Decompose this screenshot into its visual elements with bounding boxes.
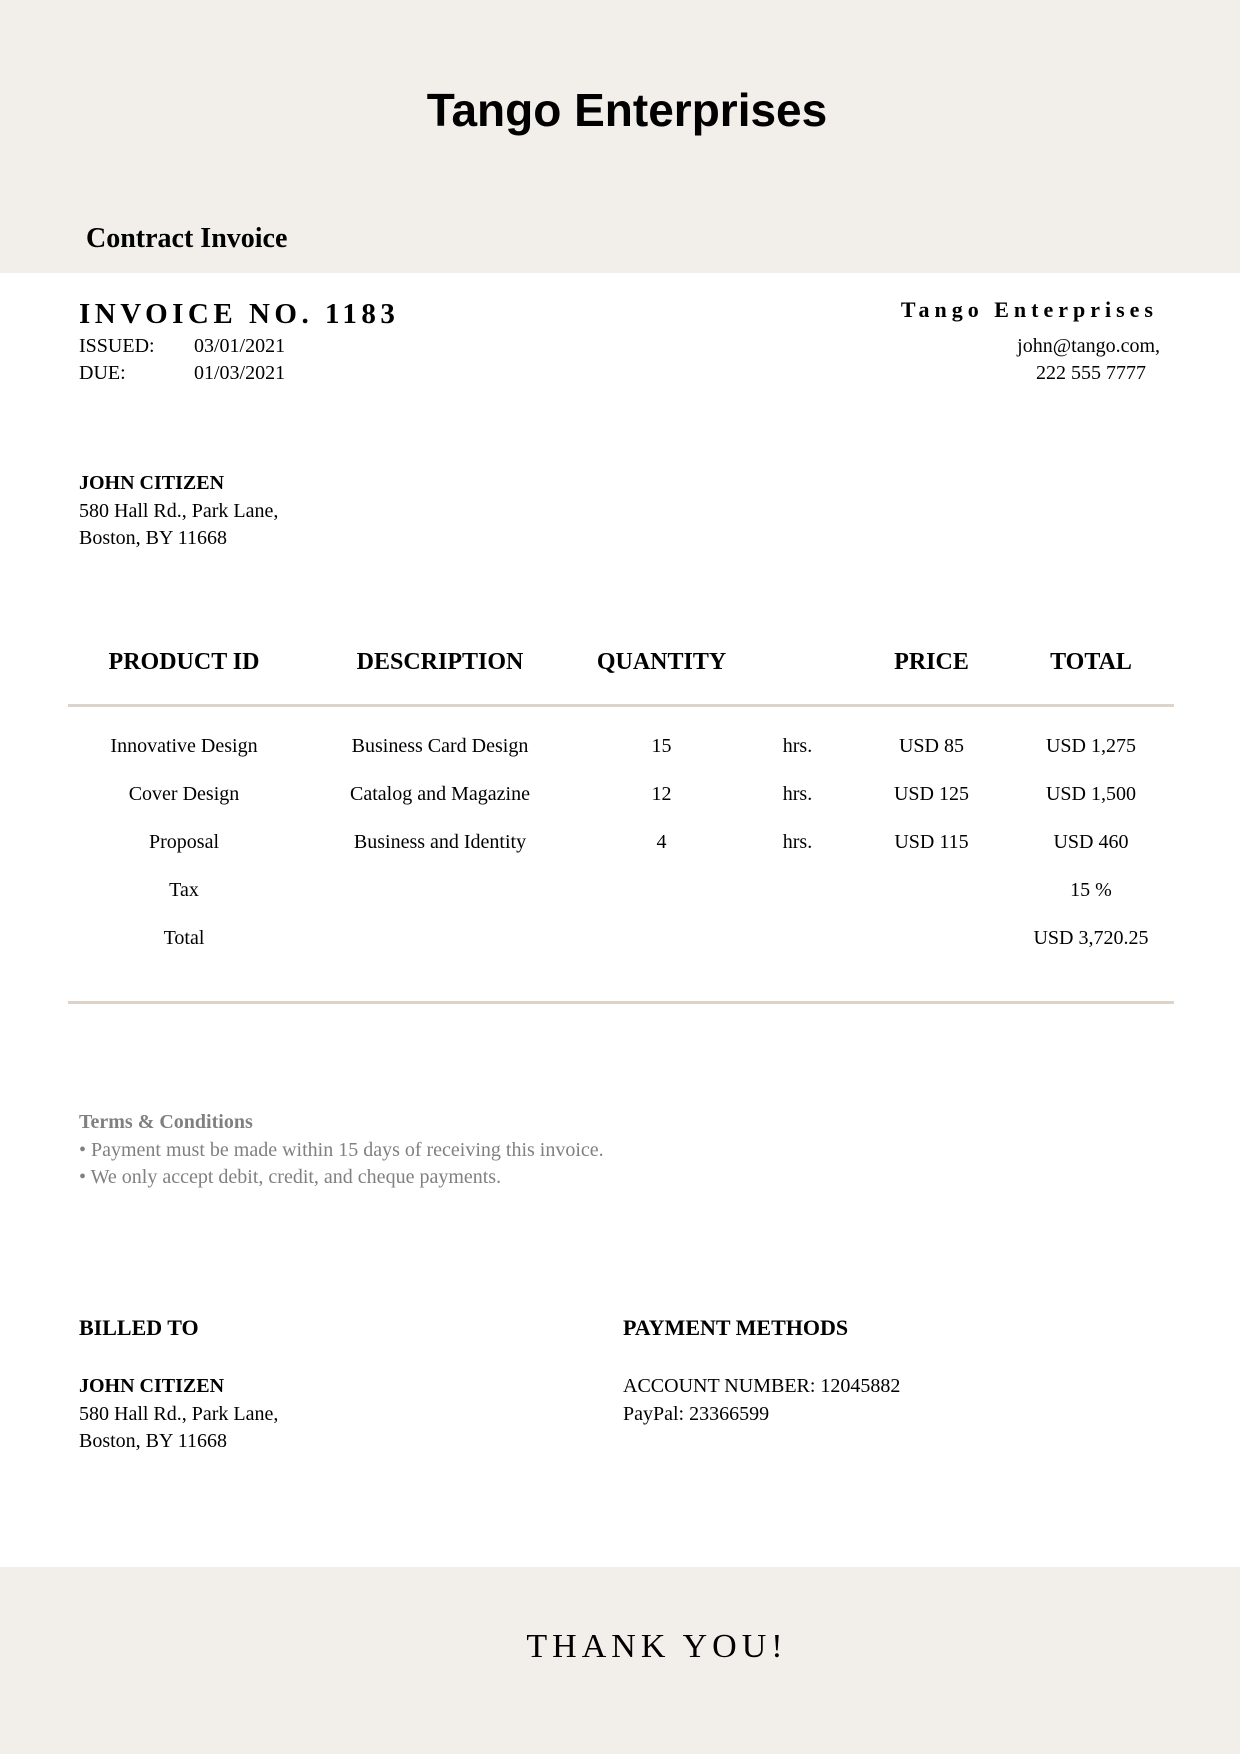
cell-price: USD 125 xyxy=(893,783,969,805)
cell-quantity: 15 xyxy=(651,735,672,757)
cell-unit: hrs. xyxy=(782,735,813,757)
terms-and-conditions xyxy=(79,1109,604,1192)
cell-product-id: Cover Design xyxy=(128,783,240,805)
terms-line: • We only accept debit, credit, and cheque payments. xyxy=(79,1166,502,1188)
document-subtitle: Contract Invoice xyxy=(86,223,288,254)
terms-title: Terms & Conditions xyxy=(79,1111,253,1133)
cell-total: USD 460 xyxy=(1053,831,1129,853)
cell-quantity: 4 xyxy=(656,831,667,853)
invoice-number: INVOICE NO. 1183 xyxy=(79,298,400,330)
cell-description: Catalog and Magazine xyxy=(350,783,530,805)
customer-address-block xyxy=(79,470,278,553)
cell-total: USD 1,275 xyxy=(1045,735,1136,757)
cell-description: Business Card Design xyxy=(351,735,529,757)
vendor-email: john@tango.com, xyxy=(1017,335,1160,357)
column-header-description: DESCRIPTION xyxy=(356,649,524,675)
table-top-rule xyxy=(68,704,1174,707)
issued-date: 03/01/2021 xyxy=(194,335,286,357)
billed-to-name: JOHN CITIZEN xyxy=(79,1375,225,1397)
vendor-name: Tango Enterprises xyxy=(900,297,1158,322)
paypal-id: PayPal: 23366599 xyxy=(623,1402,770,1425)
cell-product-id: Innovative Design xyxy=(110,735,258,757)
table-bottom-rule xyxy=(68,1001,1174,1004)
cell-quantity: 12 xyxy=(651,783,672,805)
cell-description: Business and Identity xyxy=(353,831,527,853)
customer-address-line2: Boston, BY 11668 xyxy=(79,527,227,549)
due-date: 01/03/2021 xyxy=(194,362,286,384)
billed-to-block xyxy=(79,1373,278,1456)
billed-to-address-line2: Boston, BY 11668 xyxy=(79,1430,227,1452)
column-header-price: PRICE xyxy=(894,649,969,675)
account-number: ACCOUNT NUMBER: 12045882 xyxy=(623,1375,901,1397)
tax-value: 15 % xyxy=(1070,879,1112,901)
cell-unit: hrs. xyxy=(782,831,813,853)
column-header-product-id: PRODUCT ID xyxy=(108,649,260,675)
grand-total-value: USD 3,720.25 xyxy=(1033,927,1149,949)
grand-total-label: Total xyxy=(163,927,205,949)
column-header-quantity: QUANTITY xyxy=(596,649,727,675)
payment-methods-heading: PAYMENT METHODS xyxy=(623,1315,849,1340)
thank-you-message: THANK YOU! xyxy=(526,1628,788,1665)
customer-address-line1: 580 Hall Rd., Park Lane, xyxy=(79,499,279,522)
company-title: Tango Enterprises xyxy=(426,84,828,136)
issued-label: ISSUED: xyxy=(79,335,155,357)
billed-to-address-line1: 580 Hall Rd., Park Lane, xyxy=(79,1402,279,1425)
customer-name: JOHN CITIZEN xyxy=(79,472,225,494)
billed-to-heading: BILLED TO xyxy=(79,1315,199,1340)
cell-price: USD 85 xyxy=(898,735,964,757)
tax-label: Tax xyxy=(169,879,199,901)
terms-line: • Payment must be made within 15 days of receiving this invoice. xyxy=(79,1138,604,1161)
cell-unit: hrs. xyxy=(782,783,813,805)
column-header-total: TOTAL xyxy=(1050,649,1132,675)
payment-methods-block xyxy=(623,1373,900,1428)
cell-product-id: Proposal xyxy=(149,831,219,853)
cell-total: USD 1,500 xyxy=(1045,783,1136,805)
cell-price: USD 115 xyxy=(894,831,969,853)
due-label: DUE: xyxy=(79,362,126,384)
vendor-phone: 222 555 7777 xyxy=(1036,362,1146,384)
